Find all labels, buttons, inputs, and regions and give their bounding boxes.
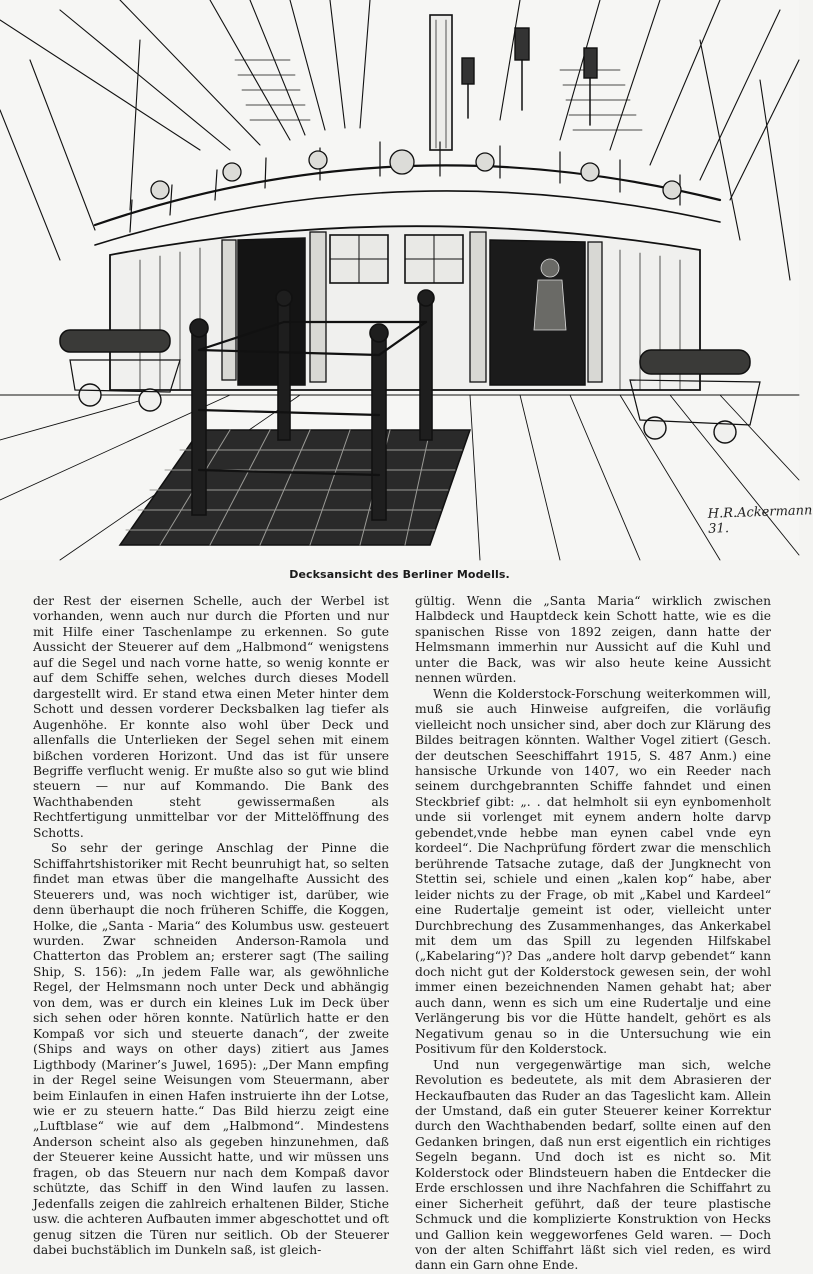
paragraph: Wenn die Kolderstock-Forschung weiterkommen will, muß sie auch Hinweise aufgreifen, die vorläufig vielleicht noch unsicher sind, aber doch zur Klärung des Bildes beitragen könnten. Walther Vogel zitiert (Gesch. der deutschen Seeschiffahrt 1915, S. 487 Anm.) eine hansische Urkunde von 1407, wo ein Reeder nach seinem durchgebrannten Schiffe fahndet und einen Steckbrief gibt: „. . dat helmholt sii eyn eynbomenholt unde sii vorlenget mit eynem andern holte darvp gebendet,vnde hebbe man eynen cabel vnde eyn kordeel“. Die Nachprüfung fördert zwar die menschlich berührende Tatsache zutage, daß der Jungknecht von Stettin sei, schiele und einen „kalen kop“ habe, aber leider nichts zu der Frage, ob mit „Kabel und Kardeel“ eine Rudertalje gemeint ist oder, vielleicht unter Durchbrechung des Zusammenhanges, das Ankerkabel mit dem um das Spill zu legenden Hilfskabel („Kabelaring“)? Das „andere holt darvp gebendet“ kann doch nicht gut der Kolderstock gewesen sein, der wohl immer einen bezeichnenden Namen gehabt hat; aber auch dann, wenn es sich um eine Rudertalje und eine Verlängerung bis vor die Hütte handelt, gehört es als Negativum genau so in die Untersuchung wie ein Positivum für den Kolderstock. <box>415 686 771 1057</box>
paragraph: gültig. Wenn die „Santa Maria“ wirklich zwischen Halbdeck und Hauptdeck kein Schott hatte, wie es die spanischen Risse von 1892 zeigen, dann hatte der Helmsmann immerhin nur Aussicht auf die Kuhl und unter die Back, was wir also heute keine Aussicht nennen würden. <box>415 594 771 686</box>
artist-signature: H.R.Ackermann 31. <box>707 503 813 537</box>
right-column <box>415 594 771 1274</box>
ship-deck-illustration <box>0 0 799 560</box>
figure-caption: Decksansicht des Berliner Modells. <box>289 568 510 581</box>
left-column <box>33 594 389 1258</box>
paragraph: Und nun vergegenwärtige man sich, welche Revolution es bedeutete, als mit dem Abrasieren der Heckaufbauten das Ruder an das Tageslicht kam. Allein der Umstand, daß ein guter Steuerer keiner Korrektur durch den Wachthabenden bedarf, sollte einen auf den Gedanken bringen, daß nun erst eigentlich ein richtiges Segeln begann. Und doch ist es nicht so. Mit Kolderstock oder Blindsteuern haben die Entdecker die Erde erschlossen und ihre Nachfahren die Schiffahrt zu einer Sicherheit geführt, daß der teure plastische Schmuck und die komplizierte Konstruktion von Hecks und Gallion kein weggeworfenes Geld waren. — Doch von der alten Schiffahrt läßt sich viel reden, es wird dann ein Garn ohne Ende. <box>415 1057 771 1273</box>
paragraph: der Rest der eisernen Schelle, auch der Werbel ist vorhanden, wenn auch nur durch die Pforten und nur mit Hilfe einer Taschenlampe zu erkennen. So gute Aussicht der Steuerer auf dem „Halbmond“ wenigstens auf die Segel und nach vorne hatte, so wenig konnte er auf dem Schiffe sehen, welches durch dieses Modell dargestellt wird. Er stand etwa einen Meter hinter dem Schott und dessen vorderer Decksbalken lag tiefer als Augenhöhe. Er konnte also wohl über Deck und allenfalls die Unterlieken der Segel sehen mit einem bißchen vorderen Horizont. Und das ist für unsere Begriffe verflucht wenig. Er mußte also so gut wie blind steuern — nur auf Kommando. Die Bank des Wachthabenden steht gewissermaßen als Rechtfertigung unmittelbar vor der Mittelöffnung des Schotts. <box>33 594 389 840</box>
paragraph: So sehr der geringe Anschlag der Pinne die Schiffahrtshistoriker mit Recht beunruhigt hat, so selten findet man etwas über die mangelhafte Aussicht des Steuerers und, was noch wichtiger ist, darüber, wie denn überhaupt die noch früheren Schiffe, die Koggen, Holke, die „Santa - Maria“ des Kolumbus usw. gesteuert wurden. Zwar schneiden Anderson-Ramola und Chatterton das Problem an; ersterer sagt (The sailing Ship, S. 156): „In jedem Falle war, als gewöhnliche Regel, der Helmsmann noch unter Deck und abhängig von dem, was er durch ein kleines Luk im Deck über sich sehen oder hören konnte. Natürlich hatte er den Kompaß vor sich und steuerte danach“, der zweite (Ships and ways on other days) zitiert aus James Ligthbody (Mariner’s Juwel, 1695): „Der Mann empfing in der Regel seine Weisungen vom Steuermann, aber beim Einlaufen in einen Hafen instruierte ihn der Lotse, wie er zu steuern hatte.“ Das Bild hierzu zeigt eine „Luftblase“ wie auf dem „Halbmond“. Mindestens Anderson scheint also als gegeben hinzunehmen, daß der Steuerer keine Aussicht hatte, und wir müssen uns fragen, ob das Steuern nur nach dem Kompaß davor schützte, das Schiff in den Wind laufen zu lassen. Jedenfalls zeigen die zahlreich erhaltenen Bilder, Stiche usw. die achteren Aufbauten immer abgeschottet und oft genug sitzen die Türen nur seitlich. Ob der Steuerer dabei buchstäblich im Dunkeln saß, ist gleich- <box>33 841 389 1258</box>
